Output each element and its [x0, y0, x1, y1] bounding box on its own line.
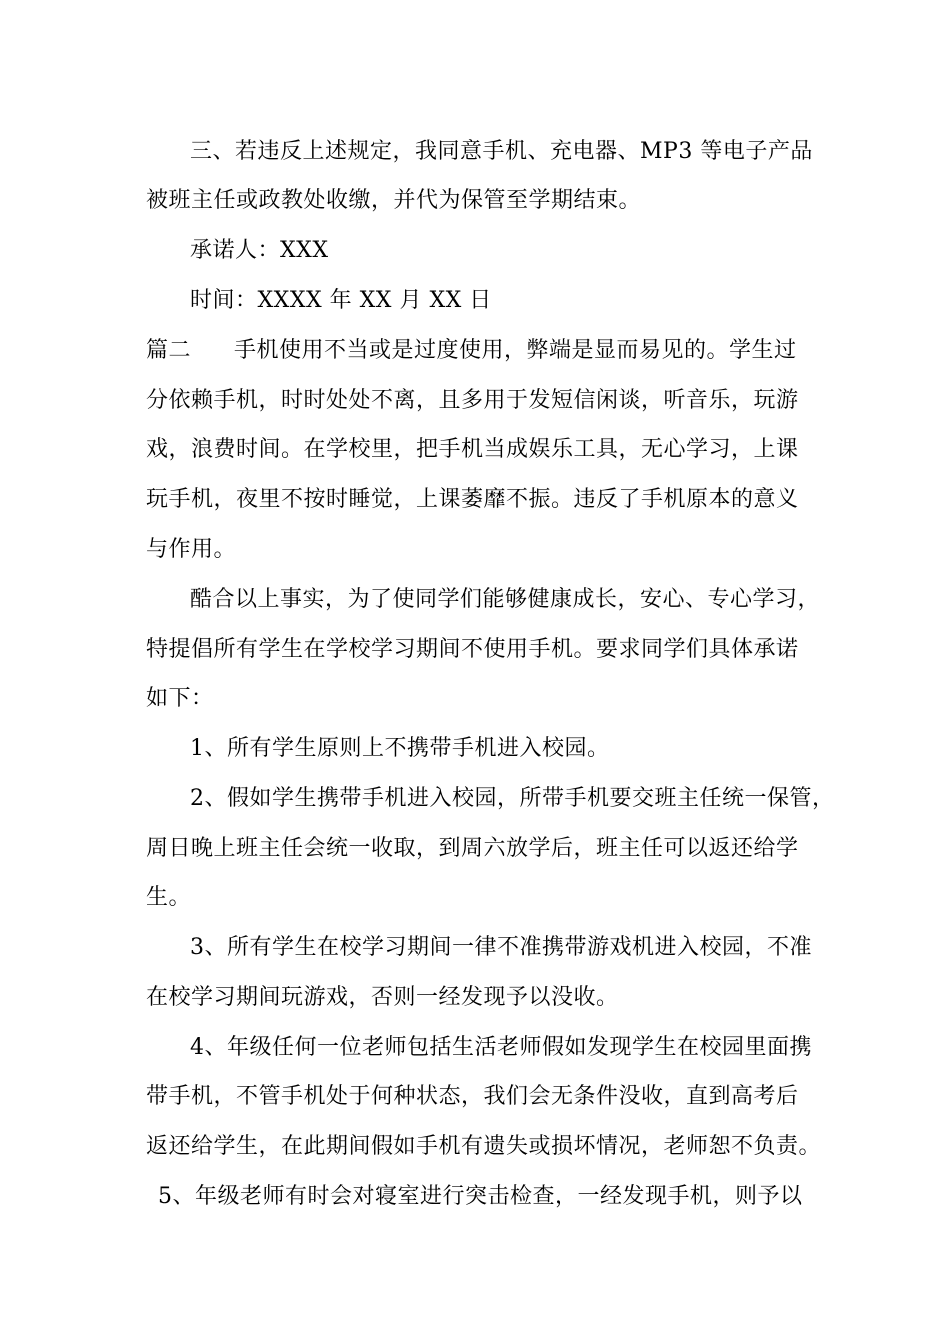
signer-line: 承诺人：XXX: [190, 238, 329, 263]
paragraph-line: 分依赖手机，时时处处不离，且多用于发短信闲谈，听音乐，玩游: [146, 388, 799, 413]
list-item: 4、年级任何一位老师包括生活老师假如发现学生在校园里面携: [190, 1035, 812, 1060]
paragraph-line: 特提倡所有学生在学校学习期间不使用手机。要求同学们具体承诺: [146, 637, 799, 662]
paragraph-line: 在校学习期间玩游戏，否则一经发现予以没收。: [146, 985, 619, 1010]
list-item: 3、所有学生在校学习期间一律不准携带游戏机进入校园，不准: [190, 935, 812, 960]
paragraph-line: 三、若违反上述规定，我同意手机、充电器、MP3 等电子产品: [190, 139, 813, 164]
paragraph-line: 带手机，不管手机处于何种状态，我们会无条件没收，直到高考后: [146, 1084, 799, 1109]
paragraph-line: 周日晚上班主任会统一收取，到周六放学后，班主任可以返还给学: [146, 836, 799, 861]
paragraph-line: 返还给学生，在此期间假如手机有遗失或损坏情况，老师恕不负责。: [146, 1134, 822, 1159]
paragraph-line: 与作用。: [146, 537, 237, 562]
paragraph-line: 玩手机，夜里不按时睡觉，上课萎靡不振。违反了手机原本的意义: [146, 487, 799, 512]
paragraph-line: 被班主任或政教处收缴，并代为保管至学期结束。: [146, 188, 642, 213]
section-heading: 篇二: [146, 338, 192, 363]
paragraph-line: 手机使用不当或是过度使用，弊端是显而易见的。学生过: [234, 338, 797, 363]
paragraph-line: 如下：: [146, 686, 214, 711]
paragraph-line: 生。: [146, 885, 192, 910]
list-item: 1、所有学生原则上不携带手机进入校园。: [190, 736, 610, 761]
paragraph-line: 酷合以上事实，为了使同学们能够健康成长，安心、专心学习，: [190, 587, 821, 612]
paragraph-line: 戏，浪费时间。在学校里，把手机当成娱乐工具，无心学习，上课: [146, 437, 799, 462]
date-line: 时间：XXXX 年 XX 月 XX 日: [190, 288, 492, 313]
list-item: 5、年级老师有时会对寝室进行突击检查，一经发现手机，则予以: [158, 1184, 803, 1209]
list-item: 2、假如学生携带手机进入校园，所带手机要交班主任统一保管，: [190, 786, 835, 811]
